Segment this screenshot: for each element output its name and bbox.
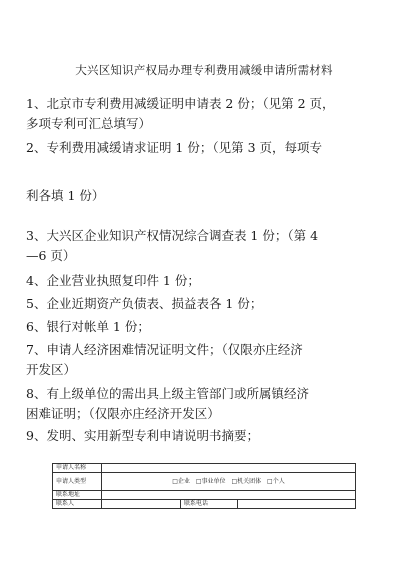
item-text: 企业近期资产负债表、损益表各 1 份； <box>46 296 263 311</box>
option-institution[interactable]: □事业单位 <box>195 477 226 485</box>
option-organization[interactable]: □机关团体 <box>231 477 262 485</box>
list-item-continuation <box>26 186 386 206</box>
item-number: 4、 <box>26 273 47 288</box>
table-row <box>53 491 356 500</box>
applicant-name-label: 申请人名称 <box>53 464 102 473</box>
item-text: 企业营业执照复印件 1 份； <box>46 273 200 288</box>
item-number: 1、 <box>26 96 47 111</box>
applicant-type-label: 申请人类型 <box>53 473 102 491</box>
item-text: 有上级单位的需出具上级主管部门或所属镇经济 <box>46 386 309 401</box>
item-number: 8、 <box>26 386 47 401</box>
table-row <box>53 473 356 491</box>
item-text: 银行对帐单 1 份； <box>46 319 150 334</box>
item-number: 3、 <box>26 228 47 243</box>
option-individual[interactable]: □个人 <box>267 477 285 485</box>
item-text: 申请人经济困难情况证明文件；（仅限亦庄经济 <box>46 342 303 357</box>
list-item-continuation <box>26 246 386 266</box>
item-number: 5、 <box>26 296 47 311</box>
list-item <box>26 340 386 360</box>
list-item-continuation <box>26 404 386 424</box>
applicant-type-options <box>102 473 356 491</box>
applicant-form-table <box>52 463 356 509</box>
phone-cell[interactable] <box>238 500 356 509</box>
item-text-cont: 困难证明；（仅限亦庄经济开发区） <box>26 406 220 421</box>
item-number: 2、 <box>26 140 47 155</box>
address-label: 联系地址 <box>53 491 102 500</box>
item-text-cont: —6 页） <box>26 248 76 263</box>
contact-label: 联系人 <box>53 500 102 509</box>
item-number: 7、 <box>26 342 47 357</box>
item-text-cont: 多项专利可汇总填写） <box>26 116 152 131</box>
list-item-continuation <box>26 360 386 380</box>
item-number: 9、 <box>26 428 47 443</box>
address-cell[interactable] <box>102 491 356 500</box>
applicant-name-cell[interactable] <box>102 464 356 473</box>
item-text-cont: 开发区） <box>26 362 77 377</box>
list-item-continuation <box>26 114 386 134</box>
item-number: 6、 <box>26 319 47 334</box>
option-enterprise[interactable]: □企业 <box>172 477 190 485</box>
list-item <box>26 226 386 246</box>
list-item <box>26 294 386 314</box>
item-text: 北京市专利费用减缓证明申请表 2 份；（见第 2 页， <box>46 96 335 111</box>
list-item <box>26 317 386 337</box>
list-item <box>26 94 386 114</box>
phone-label: 联系电话 <box>181 500 238 509</box>
list-item <box>26 384 386 404</box>
list-item <box>26 271 386 291</box>
list-item <box>26 426 386 446</box>
list-item <box>26 138 386 158</box>
contact-cell[interactable] <box>102 500 181 509</box>
table-row <box>53 500 356 509</box>
item-text: 专利费用减缓请求证明 1 份；（见第 3 页，每项专 <box>46 140 323 155</box>
item-text: 大兴区企业知识产权情况综合调查表 1 份；（第 4 <box>46 228 319 243</box>
page-title: 大兴区知识产权局办理专利费用减缓申请所需材料 <box>75 63 333 77</box>
item-text: 发明、实用新型专利申请说明书摘要； <box>46 428 259 443</box>
table-row <box>53 464 356 473</box>
item-text-cont: 利各填 1 份） <box>26 188 105 203</box>
